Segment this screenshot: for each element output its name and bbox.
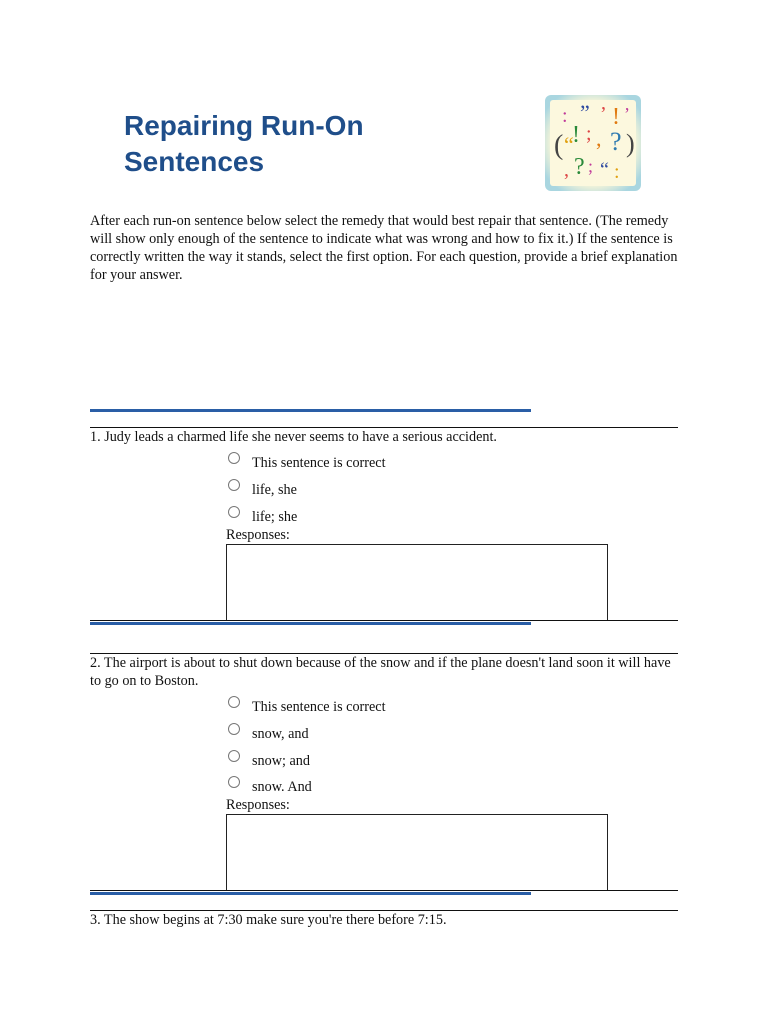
question-2-option-3[interactable] [228,751,310,771]
svg-text:’: ’ [624,104,630,124]
section-divider-blue [90,409,531,412]
svg-text:?: ? [610,127,622,156]
radio-button[interactable] [228,479,240,491]
radio-button[interactable] [228,723,240,735]
option-label: snow. And [252,778,312,795]
question-1-option-2[interactable] [228,480,297,500]
option-label: This sentence is correct [252,698,386,715]
question-1-text: 1. Judy leads a charmed life she never seems to have a serious accident. [90,429,497,445]
question-1-option-3[interactable] [228,507,297,527]
page-title [124,108,364,180]
question-2-option-1[interactable] [228,697,386,717]
question-2-responses-label: Responses: [226,797,290,813]
radio-button[interactable] [228,452,240,464]
instructions-paragraph: After each run-on sentence below select the remedy that would best repair that sentence. (The remedy will show only enough of the sentence to indicate what was wrong and how to fix it.) If the sentence is correctly written the way it stands, select the first option. For each question, provide a brief explanation for your answer. [90,213,678,283]
section-divider-blue [90,622,531,625]
svg-text::: : [562,105,568,127]
radio-button[interactable] [228,776,240,788]
radio-button[interactable] [228,506,240,518]
svg-text:“: “ [600,159,609,181]
svg-text:?: ? [574,154,585,180]
svg-text:): ) [626,129,635,158]
option-label: snow; and [252,752,310,769]
question-2-response-field[interactable] [226,814,608,891]
radio-button[interactable] [228,750,240,762]
svg-text:,: , [564,159,569,181]
svg-text:!: ! [612,104,620,130]
radio-button[interactable] [228,696,240,708]
punctuation-marks-icon [544,94,642,192]
question-1-option-1[interactable] [228,453,386,473]
svg-text:,: , [596,126,602,151]
svg-text:!: ! [572,122,580,148]
option-label: This sentence is correct [252,454,386,471]
question-1-response-field[interactable] [226,544,608,621]
svg-text:;: ; [588,156,594,176]
question-3-text: 3. The show begins at 7:30 make sure you're there before 7:15. [90,912,447,928]
svg-text:“: “ [564,132,574,157]
option-label: life; she [252,508,298,525]
question-1-responses-label: Responses: [226,527,290,543]
section-divider-blue [90,892,531,895]
section-divider-line [90,890,678,891]
title-line-1: Repairing Run-On [124,110,364,141]
option-label: snow, and [252,725,309,742]
svg-text:’: ’ [600,103,607,125]
svg-text:;: ; [586,123,592,145]
svg-text::: : [614,161,620,183]
section-divider-line [90,620,678,621]
svg-text:(: ( [554,130,564,161]
title-line-2: Sentences [124,146,265,177]
option-label: life, she [252,481,297,498]
question-2-text: 2. The airport is about to shut down because of the snow and if the plane doesn't land soon it will have to go on to Boston. [90,655,671,689]
question-2-option-2[interactable] [228,724,309,744]
question-2-option-4[interactable] [228,777,312,797]
svg-text:”: ” [580,100,590,125]
